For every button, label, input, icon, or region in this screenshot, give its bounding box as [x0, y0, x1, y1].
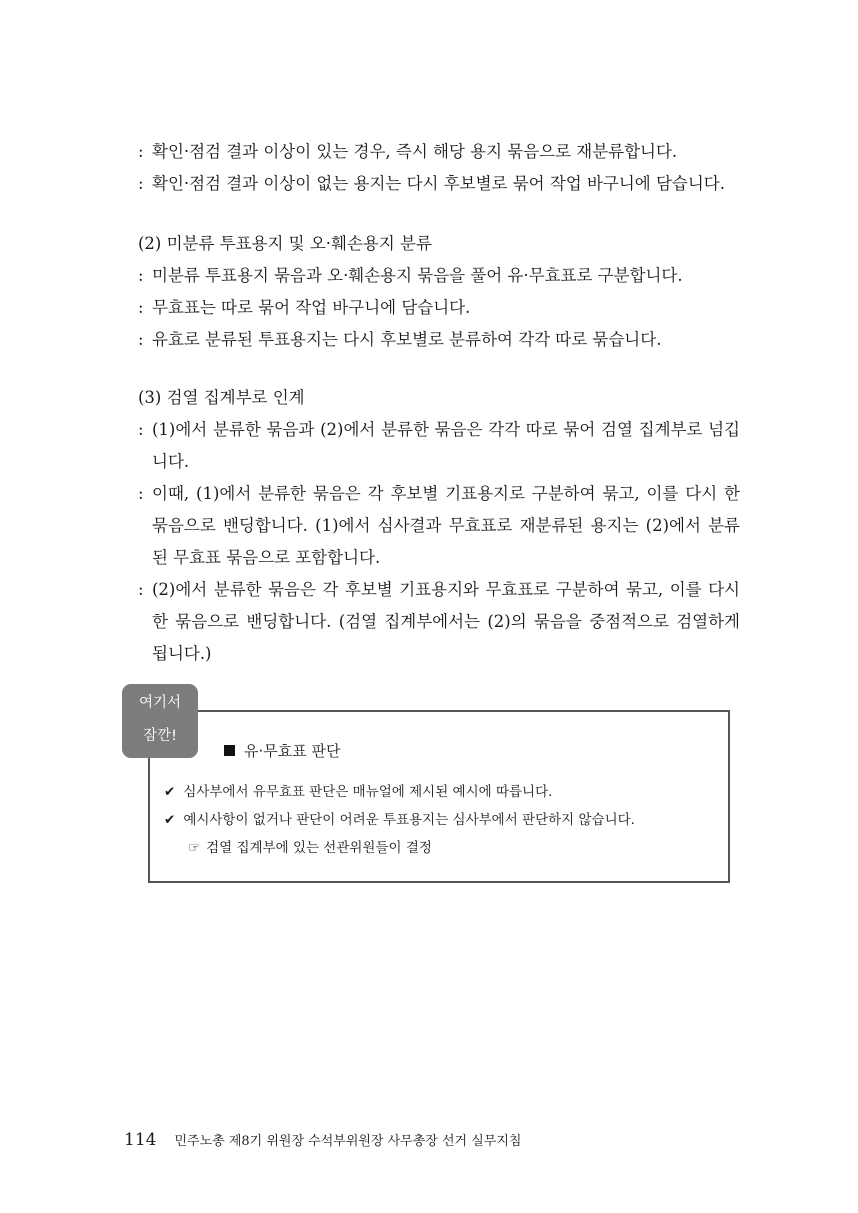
note-tab-line: 잠깐!: [143, 728, 177, 744]
note-sub-text: 검열 집계부에 있는 선관위원들이 결정: [206, 840, 432, 856]
pointing-hand-icon: ☞: [188, 840, 201, 856]
item-text: 이때, (1)에서 분류한 묶음은 각 후보별 기표용지로 구분하여 묶고, 이를 다시 한 묶음으로 밴딩합니다. (1)에서 심사결과 무효표로 재분류된 용지는 (2)에서 분류된 무효표 묶음으로 포함합니다.: [152, 484, 740, 567]
note-item-text: 예시사항이 없거나 판단이 어려운 투표용지는 심사부에서 판단하지 않습니다.: [183, 812, 635, 828]
checkmark-icon: ✔: [164, 812, 176, 828]
note-item: [164, 806, 635, 834]
note-list: [164, 778, 635, 862]
list-item: [138, 574, 740, 670]
item-text: 미분류 투표용지 묶음과 오·훼손용지 묶음을 풀어 유·무효표로 구분합니다.: [152, 266, 683, 285]
note-item-text: 심사부에서 유무효표 판단은 매뉴얼에 제시된 예시에 따릅니다.: [183, 784, 553, 800]
item-text: 확인·점검 결과 이상이 없는 용지는 다시 후보별로 묶어 작업 바구니에 담습니다.: [152, 174, 725, 193]
page-footer: [124, 1130, 521, 1150]
item-text: 유효로 분류된 투표용지는 다시 후보별로 분류하여 각각 따로 묶습니다.: [152, 330, 662, 349]
colon-mark: :: [138, 266, 144, 285]
list-item: [138, 414, 740, 478]
section-unclassified: [138, 228, 740, 356]
section-recheck: [138, 136, 740, 200]
note-sub-item: [164, 834, 635, 862]
note-title-text: 유·무효표 판단: [244, 742, 341, 760]
square-bullet-icon: [224, 745, 235, 756]
section-handover: [138, 382, 740, 670]
colon-mark: :: [138, 298, 144, 317]
section-heading: (2) 미분류 투표용지 및 오·훼손용지 분류: [138, 234, 432, 253]
list-item: [138, 324, 740, 356]
list-item: [138, 292, 740, 324]
note-tab: [122, 684, 198, 758]
item-text: (2)에서 분류한 묶음은 각 후보별 기표용지와 무효표로 구분하여 묶고, 이를 다시 한 묶음으로 밴딩합니다. (검열 집계부에서는 (2)의 묶음을 중점적으로 검열하게 됩니다.): [152, 580, 740, 663]
page-number: 114: [124, 1130, 157, 1150]
colon-mark: :: [138, 420, 144, 439]
list-item: [138, 168, 740, 200]
checkmark-icon: ✔: [164, 784, 176, 800]
colon-mark: :: [138, 484, 144, 503]
item-text: 무효표는 따로 묶어 작업 바구니에 담습니다.: [152, 298, 471, 317]
list-item: [138, 260, 740, 292]
section-heading: (3) 검열 집계부로 인계: [138, 388, 305, 407]
note-tab-line: 여기서: [138, 695, 182, 711]
colon-mark: :: [138, 580, 144, 599]
document-title: 민주노총 제8기 위원장 수석부위원장 사무총장 선거 실무지침: [174, 1134, 522, 1149]
colon-mark: :: [138, 330, 144, 349]
colon-mark: :: [138, 142, 144, 161]
list-item: [138, 478, 740, 574]
note-title: [224, 740, 340, 761]
item-text: 확인·점검 결과 이상이 있는 경우, 즉시 해당 용지 묶음으로 재분류합니다.: [152, 142, 678, 161]
note-item: [164, 778, 635, 806]
item-text: (1)에서 분류한 묶음과 (2)에서 분류한 묶음은 각각 따로 묶어 검열 집계부로 넘깁니다.: [152, 420, 740, 471]
list-item: [138, 136, 740, 168]
colon-mark: :: [138, 174, 144, 193]
